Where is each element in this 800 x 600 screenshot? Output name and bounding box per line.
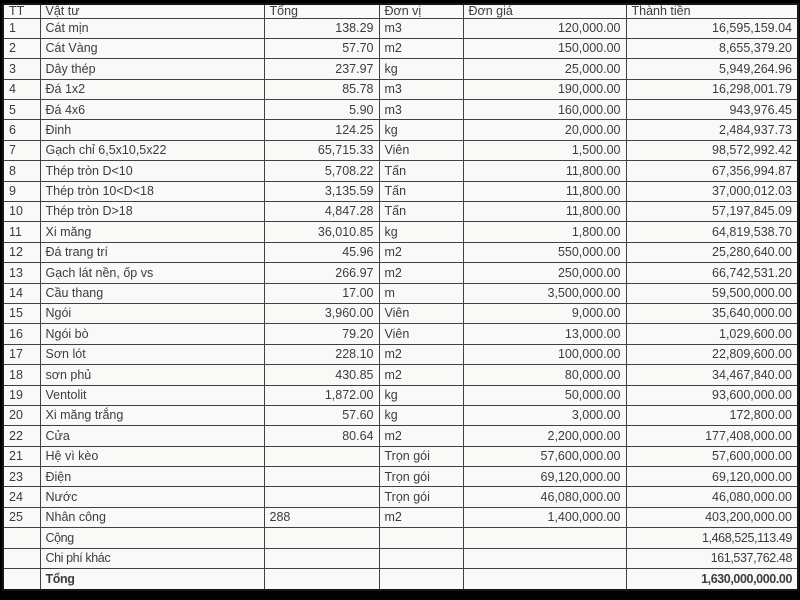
cell-thanh-tien: 57,197,845.09 [626, 202, 798, 222]
cell-don-gia: 1,400,000.00 [463, 507, 626, 527]
cell-tong: 266.97 [264, 263, 379, 283]
cell-tong [264, 446, 379, 466]
table-row [3, 365, 798, 385]
table-row [3, 324, 798, 344]
cell-tong [264, 467, 379, 487]
cell-don-vi: kg [379, 59, 463, 79]
cell-thanh-tien: 25,280,640.00 [626, 242, 798, 262]
cell-don-vi: Viên [379, 324, 463, 344]
cell-tt: 11 [3, 222, 40, 242]
cell-don-vi: m2 [379, 242, 463, 262]
cell-don-vi: Tấn [379, 202, 463, 222]
cell-thanh-tien: 16,298,001.79 [626, 79, 798, 99]
column-header-thanh-tien: Thành tiền [626, 4, 798, 18]
cell-don-gia: 20,000.00 [463, 120, 626, 140]
cell-thanh-tien: 16,595,159.04 [626, 18, 798, 38]
cell-don-gia: 550,000.00 [463, 242, 626, 262]
cell-thanh-tien: 177,408,000.00 [626, 426, 798, 446]
cell-don-vi-empty [379, 569, 463, 590]
cell-don-gia: 190,000.00 [463, 79, 626, 99]
cell-don-gia: 11,800.00 [463, 202, 626, 222]
table-header [3, 4, 798, 18]
summary-row [3, 569, 798, 590]
table-row [3, 242, 798, 262]
table-row [3, 283, 798, 303]
cell-don-gia: 3,500,000.00 [463, 283, 626, 303]
cell-vat-tu: Thép tròn D>18 [40, 202, 264, 222]
cell-don-vi: Viên [379, 303, 463, 323]
cell-don-vi: kg [379, 120, 463, 140]
cell-tt: 7 [3, 140, 40, 160]
table-row [3, 405, 798, 425]
cell-don-gia: 46,080,000.00 [463, 487, 626, 507]
table-row [3, 100, 798, 120]
table-row [3, 140, 798, 160]
cell-vat-tu: Ngói [40, 303, 264, 323]
cell-tt: 2 [3, 38, 40, 58]
cell-vat-tu: Điện [40, 467, 264, 487]
cell-tt: 23 [3, 467, 40, 487]
cell-tong: 138.29 [264, 18, 379, 38]
cell-tong: 79.20 [264, 324, 379, 344]
cell-tt: 24 [3, 487, 40, 507]
table-row [3, 507, 798, 527]
cell-vat-tu: Đinh [40, 120, 264, 140]
cell-thanh-tien: 2,484,937.73 [626, 120, 798, 140]
cell-don-vi: Trọn gói [379, 487, 463, 507]
cell-vat-tu: Cát Vàng [40, 38, 264, 58]
table-frame [2, 3, 797, 591]
cell-don-vi: m3 [379, 79, 463, 99]
cell-thanh-tien: 37,000,012.03 [626, 181, 798, 201]
cell-vat-tu: Hệ vì kèo [40, 446, 264, 466]
cell-don-gia: 2,200,000.00 [463, 426, 626, 446]
cell-don-gia: 69,120,000.00 [463, 467, 626, 487]
cell-tt-empty [3, 528, 40, 548]
cell-tt: 10 [3, 202, 40, 222]
cell-tong: 237.97 [264, 59, 379, 79]
cell-thanh-tien: 22,809,600.00 [626, 344, 798, 364]
summary-value: 161,537,762.48 [626, 548, 798, 568]
cell-thanh-tien: 34,467,840.00 [626, 365, 798, 385]
cell-thanh-tien: 59,500,000.00 [626, 283, 798, 303]
cell-thanh-tien: 69,120,000.00 [626, 467, 798, 487]
table-row [3, 385, 798, 405]
cell-vat-tu: Cầu thang [40, 283, 264, 303]
cell-don-vi: m2 [379, 365, 463, 385]
cell-tong: 228.10 [264, 344, 379, 364]
cell-don-gia: 1,500.00 [463, 140, 626, 160]
cell-tt-empty [3, 548, 40, 568]
cell-vat-tu: Đá 4x6 [40, 100, 264, 120]
cell-thanh-tien: 64,819,538.70 [626, 222, 798, 242]
table-row [3, 446, 798, 466]
cell-vat-tu: Ventolit [40, 385, 264, 405]
cell-don-gia: 160,000.00 [463, 100, 626, 120]
table-row [3, 161, 798, 181]
cell-tong: 45.96 [264, 242, 379, 262]
summary-row [3, 548, 798, 568]
cell-vat-tu: Đá 1x2 [40, 79, 264, 99]
table-row [3, 18, 798, 38]
cell-tong: 5.90 [264, 100, 379, 120]
cell-thanh-tien: 172,800.00 [626, 405, 798, 425]
cell-tt: 9 [3, 181, 40, 201]
cell-tt: 16 [3, 324, 40, 344]
cell-don-gia: 120,000.00 [463, 18, 626, 38]
table-row [3, 222, 798, 242]
materials-cost-table [2, 3, 799, 591]
cell-vat-tu: Gạch chỉ 6,5x10,5x22 [40, 140, 264, 160]
summary-row [3, 528, 798, 548]
cell-vat-tu: Cửa [40, 426, 264, 446]
cell-tt: 17 [3, 344, 40, 364]
column-header-tt: TT [3, 4, 40, 18]
cell-vat-tu: Ngói bò [40, 324, 264, 344]
table-row [3, 181, 798, 201]
cell-don-vi: Tấn [379, 161, 463, 181]
cell-tt-empty [3, 569, 40, 590]
cell-thanh-tien: 98,572,992.42 [626, 140, 798, 160]
table-row [3, 59, 798, 79]
cell-tong: 124.25 [264, 120, 379, 140]
cell-don-vi: kg [379, 405, 463, 425]
column-header-don-vi: Đơn vị [379, 4, 463, 18]
cell-tt: 22 [3, 426, 40, 446]
cell-tong: 57.60 [264, 405, 379, 425]
header-row [3, 4, 798, 18]
cell-don-gia: 3,000.00 [463, 405, 626, 425]
summary-value: 1,630,000,000.00 [626, 569, 798, 590]
table-row [3, 263, 798, 283]
cell-tong: 430.85 [264, 365, 379, 385]
cell-tong-empty [264, 548, 379, 568]
cell-tong: 85.78 [264, 79, 379, 99]
table-row [3, 467, 798, 487]
cell-don-vi: m3 [379, 18, 463, 38]
column-header-vat-tu: Vật tư [40, 4, 264, 18]
cell-tong: 57.70 [264, 38, 379, 58]
cell-tong: 4,847.28 [264, 202, 379, 222]
cell-don-vi: kg [379, 222, 463, 242]
cell-don-gia: 250,000.00 [463, 263, 626, 283]
cell-don-vi: Trọn gói [379, 446, 463, 466]
cell-thanh-tien: 66,742,531.20 [626, 263, 798, 283]
cell-thanh-tien: 57,600,000.00 [626, 446, 798, 466]
cell-thanh-tien: 8,655,379.20 [626, 38, 798, 58]
cell-tong: 3,135.59 [264, 181, 379, 201]
cell-tt: 3 [3, 59, 40, 79]
cell-thanh-tien: 93,600,000.00 [626, 385, 798, 405]
cell-vat-tu: Thép tròn 10<D<18 [40, 181, 264, 201]
cell-don-gia: 1,800.00 [463, 222, 626, 242]
column-header-don-gia: Đơn giá [463, 4, 626, 18]
cell-tt: 4 [3, 79, 40, 99]
cell-don-gia: 13,000.00 [463, 324, 626, 344]
cell-don-vi: m [379, 283, 463, 303]
cell-tt: 1 [3, 18, 40, 38]
table-row [3, 120, 798, 140]
cell-don-vi: Tấn [379, 181, 463, 201]
cell-thanh-tien: 1,029,600.00 [626, 324, 798, 344]
summary-value: 1,468,525,113.49 [626, 528, 798, 548]
cell-tt: 14 [3, 283, 40, 303]
cell-tong: 80.64 [264, 426, 379, 446]
cell-vat-tu: Xi măng trắng [40, 405, 264, 425]
table-row [3, 487, 798, 507]
cell-don-vi-empty [379, 548, 463, 568]
cell-tt: 20 [3, 405, 40, 425]
cell-vat-tu: Nhân công [40, 507, 264, 527]
cell-tt: 6 [3, 120, 40, 140]
cell-vat-tu: Đá trang trí [40, 242, 264, 262]
cell-tong: 5,708.22 [264, 161, 379, 181]
cell-don-gia: 11,800.00 [463, 181, 626, 201]
cell-don-gia: 25,000.00 [463, 59, 626, 79]
cell-don-gia: 50,000.00 [463, 385, 626, 405]
cell-vat-tu: Xi măng [40, 222, 264, 242]
cell-tt: 25 [3, 507, 40, 527]
cell-tt: 18 [3, 365, 40, 385]
cell-tong: 36,010.85 [264, 222, 379, 242]
cell-tt: 12 [3, 242, 40, 262]
cell-don-gia: 11,800.00 [463, 161, 626, 181]
cell-don-gia: 150,000.00 [463, 38, 626, 58]
cell-don-gia-empty [463, 569, 626, 590]
cell-thanh-tien: 35,640,000.00 [626, 303, 798, 323]
cell-don-vi: m3 [379, 100, 463, 120]
cell-tt: 13 [3, 263, 40, 283]
cell-don-vi: kg [379, 385, 463, 405]
cell-don-vi-empty [379, 528, 463, 548]
cell-don-vi: m2 [379, 426, 463, 446]
cell-tong-empty [264, 528, 379, 548]
cell-tong: 1,872.00 [264, 385, 379, 405]
cell-don-gia: 80,000.00 [463, 365, 626, 385]
column-header-tong: Tổng [264, 4, 379, 18]
cell-don-gia: 57,600,000.00 [463, 446, 626, 466]
cell-tt: 8 [3, 161, 40, 181]
table-row [3, 344, 798, 364]
cell-thanh-tien: 943,976.45 [626, 100, 798, 120]
cell-don-gia-empty [463, 548, 626, 568]
cell-tong: 3,960.00 [264, 303, 379, 323]
cell-don-gia: 100,000.00 [463, 344, 626, 364]
cell-don-vi: m2 [379, 344, 463, 364]
cell-vat-tu: sơn phủ [40, 365, 264, 385]
cell-vat-tu: Sơn lót [40, 344, 264, 364]
cell-thanh-tien: 5,949,264.96 [626, 59, 798, 79]
table-row [3, 426, 798, 446]
cell-don-vi: m2 [379, 507, 463, 527]
cell-tong-empty [264, 569, 379, 590]
cell-vat-tu: Cát mịn [40, 18, 264, 38]
cell-don-gia-empty [463, 528, 626, 548]
cell-vat-tu: Gạch lát nền, ốp vs [40, 263, 264, 283]
summary-label: Cộng [40, 528, 264, 548]
table-row [3, 38, 798, 58]
cell-tong: 65,715.33 [264, 140, 379, 160]
table-row [3, 79, 798, 99]
cell-thanh-tien: 403,200,000.00 [626, 507, 798, 527]
cell-don-vi: Trọn gói [379, 467, 463, 487]
cell-don-vi: m2 [379, 38, 463, 58]
cell-don-vi: Viên [379, 140, 463, 160]
table-row [3, 202, 798, 222]
cell-tt: 21 [3, 446, 40, 466]
cell-vat-tu: Thép tròn D<10 [40, 161, 264, 181]
summary-label: Tổng [40, 569, 264, 590]
cell-tt: 19 [3, 385, 40, 405]
cell-tt: 5 [3, 100, 40, 120]
table-body [3, 18, 798, 590]
summary-label: Chi phí khác [40, 548, 264, 568]
cell-tt: 15 [3, 303, 40, 323]
cell-tong: 288 [264, 507, 379, 527]
cell-tong [264, 487, 379, 507]
cell-vat-tu: Dây thép [40, 59, 264, 79]
cell-tong: 17.00 [264, 283, 379, 303]
table-row [3, 303, 798, 323]
cell-don-vi: m2 [379, 263, 463, 283]
cell-thanh-tien: 46,080,000.00 [626, 487, 798, 507]
cell-vat-tu: Nước [40, 487, 264, 507]
cell-thanh-tien: 67,356,994.87 [626, 161, 798, 181]
cell-don-gia: 9,000.00 [463, 303, 626, 323]
